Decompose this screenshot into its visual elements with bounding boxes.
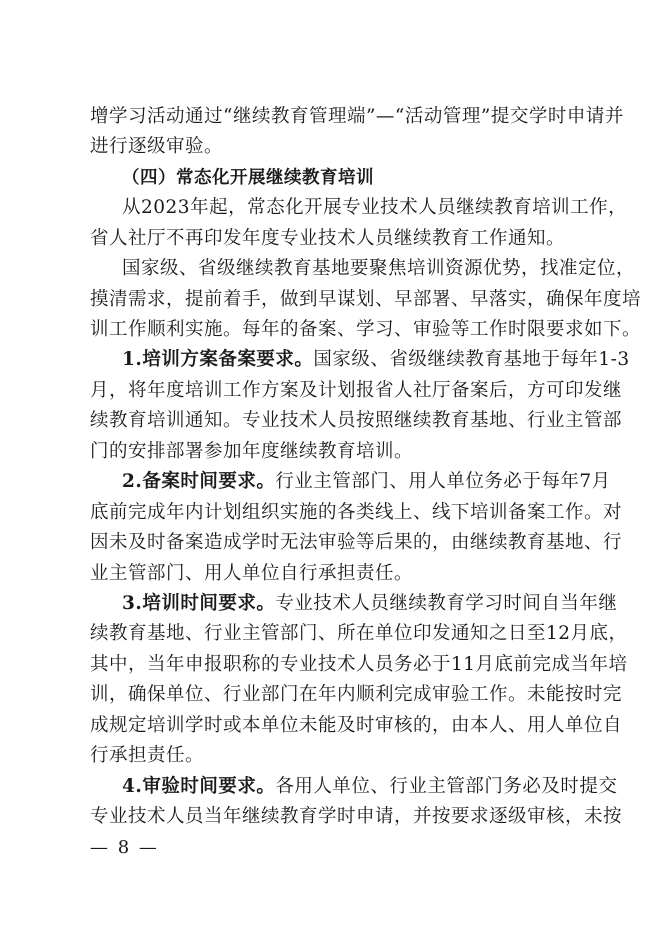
page-number: — 8 — — [90, 837, 159, 858]
item-lead: 2.备案时间要求。 — [122, 471, 276, 492]
paragraph-line: 从2023年起，常态化开展专业技术人员继续教育培训工作， — [122, 197, 628, 218]
item-text: 行业主管部门、用人单位务必于每年7月 — [275, 471, 611, 492]
paragraph-line: 因未及时备案造成学时无法审验等后果的，由继续教育基地、行 — [90, 532, 623, 553]
paragraph-line: 省人社厅不再印发年度专业技术人员继续教育工作通知。 — [90, 228, 566, 249]
item-lead: 3.培训时间要求。 — [122, 593, 276, 614]
paragraph-line: 底前完成年内计划组织实施的各类线上、线下培训备案工作。对 — [90, 502, 623, 523]
paragraph-line: 行承担责任。 — [90, 745, 205, 766]
paragraph-line: 进行逐级审验。 — [90, 136, 224, 157]
paragraph-line: 训，确保单位、行业部门在年内顺利完成审验工作。未能按时完 — [90, 684, 623, 705]
item-text: 各用人单位、行业主管部门务必及时提交 — [275, 776, 618, 797]
paragraph-line: 月，将年度培训工作方案及计划报省人社厅备案后，方可印发继 — [90, 380, 623, 401]
paragraph-line: 专业技术人员当年继续教育学时申请，并按要求逐级审核，未按 — [90, 806, 623, 827]
list-item-1 — [122, 347, 630, 373]
paragraph-line: 国家级、省级继续教育基地要聚焦培训资源优势，找准定位， — [122, 258, 636, 279]
paragraph-line: 摸清需求，提前着手，做到早谋划、早部署、早落实，确保年度培 — [90, 289, 642, 310]
paragraph-line: 增学习活动通过“继续教育管理端”—“活动管理”提交学时申请并 — [90, 106, 624, 127]
item-lead: 4.审验时间要求。 — [122, 776, 276, 797]
paragraph-line: 其中，当年申报职称的专业技术人员务必于11月底前完成当年培 — [90, 654, 628, 675]
paragraph-line: 业主管部门、用人单位自行承担责任。 — [90, 563, 414, 584]
item-text: 专业技术人员继续教育学习时间自当年继 — [275, 593, 618, 614]
paragraph-line: 续教育基地、行业主管部门、所在单位印发通知之日至12月底， — [90, 623, 628, 644]
section-heading: （四）常态化开展继续教育培训 — [122, 168, 374, 188]
paragraph-line: 门的安排部署参加年度继续教育培训。 — [90, 441, 414, 462]
item-lead: 1.培训方案备案要求。 — [122, 349, 314, 370]
paragraph-line: 训工作顺利实施。每年的备案、学习、审验等工作时限要求如下。 — [90, 319, 642, 340]
paragraph-line: 成规定培训学时或本单位未能及时审核的，由本人、用人单位自 — [90, 715, 623, 736]
list-item-3 — [122, 591, 618, 617]
item-text: 国家级、省级继续教育基地于每年1-3 — [313, 349, 630, 370]
list-item-4 — [122, 774, 618, 800]
list-item-2 — [122, 469, 611, 495]
paragraph-line: 续教育培训通知。专业技术人员按照继续教育基地、行业主管部 — [90, 410, 623, 431]
